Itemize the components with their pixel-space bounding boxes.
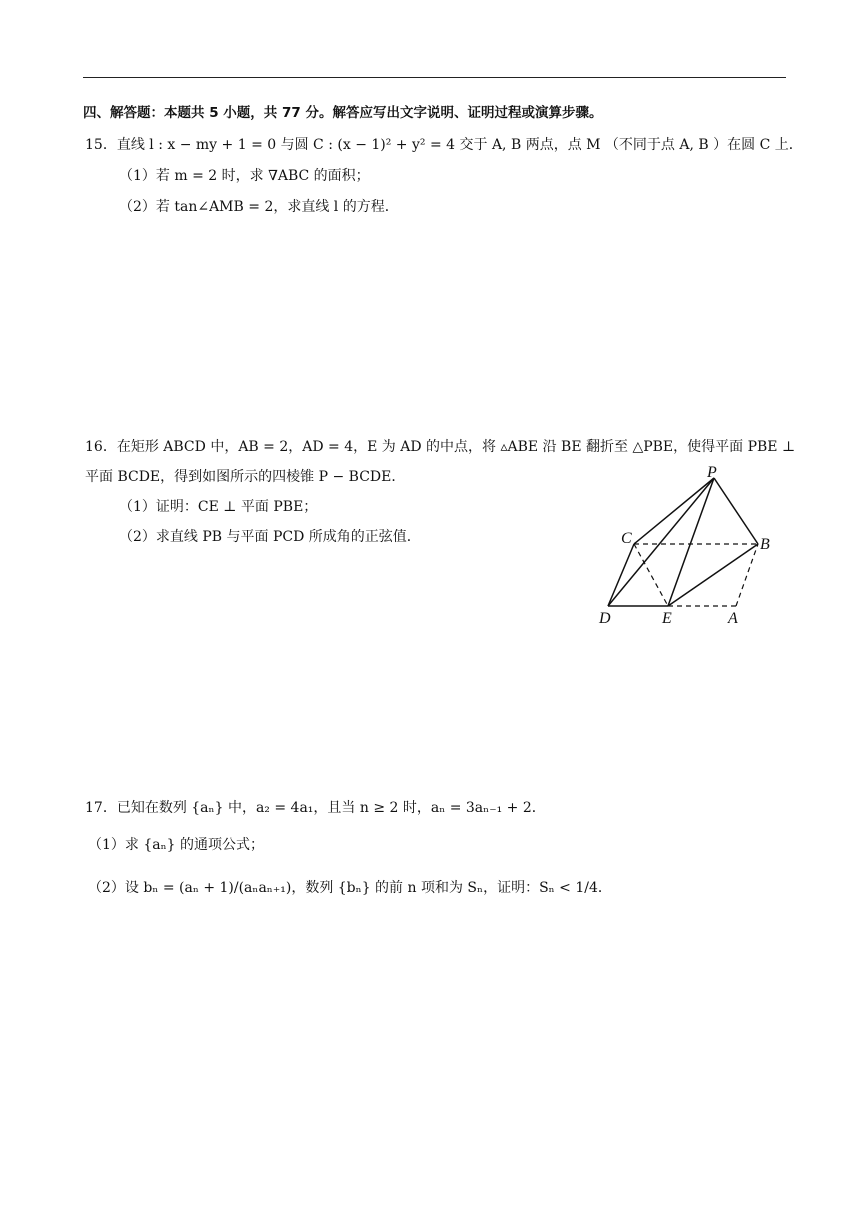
label-C: C (621, 530, 632, 547)
problem-16-statement (85, 437, 795, 457)
problem-16-line-2: 平面 BCDE，得到如图所示的四棱锥 P − BCDE． (85, 469, 406, 485)
problem-16-part-1: （1）证明：CE ⊥ 平面 PBE； (119, 499, 318, 515)
pyramid-diagram (590, 466, 790, 634)
edge-AB-dashed (736, 544, 758, 606)
problem-17-part-1: （1）求 {aₙ} 的通项公式； (88, 837, 265, 853)
pyramid-figure (590, 466, 790, 634)
edge-EB (668, 544, 758, 606)
label-D: D (599, 610, 611, 627)
problem-17-statement (85, 798, 546, 818)
label-E: E (662, 610, 672, 627)
label-B: B (760, 536, 770, 553)
problem-17-line-1: 已知在数列 {aₙ} 中，a₂ = 4a₁，且当 n ≥ 2 时，aₙ = 3aₙ₋₁ + 2． (116, 800, 546, 816)
problem-16-number: 16． (85, 439, 117, 455)
problem-16-line-1: 在矩形 ABCD 中，AB = 2，AD = 4，E 为 AD 的中点，将 ▵ABE 沿 BE 翻折至 △PBE，使得平面 PBE ⊥ (116, 439, 796, 455)
edge-CD (608, 544, 634, 606)
section-heading: 四、解答题：本题共 5 小题，共 77 分。解答应写出文字说明、证明过程或演算步骤。 (83, 105, 603, 121)
problem-15-part-2: （2）若 tan∠AMB = 2，求直线 l 的方程． (119, 199, 399, 215)
problem-17-number: 17． (85, 800, 117, 816)
problem-16-part-2: （2）求直线 PB 与平面 PCD 所成角的正弦值． (119, 529, 421, 545)
edge-PB (714, 478, 758, 544)
problem-15-number: 15． (85, 137, 117, 153)
label-P: P (707, 466, 717, 481)
label-A: A (728, 610, 738, 627)
problem-15-line-1: 直线 l : x − my + 1 = 0 与圆 C : (x − 1)² + y² = 4 交于 A, B 两点，点 M （不同于点 A, B ）在圆 C 上． (116, 137, 803, 153)
top-rule (83, 77, 786, 78)
problem-17-part-2: （2）设 bₙ = (aₙ + 1)/(aₙaₙ₊₁)，数列 {bₙ} 的前 n 项和为 Sₙ，证明：Sₙ < 1/4． (88, 880, 612, 896)
problem-15-part-1: （1）若 m = 2 时，求 ∇ABC 的面积； (119, 168, 370, 184)
problem-15-statement (85, 135, 803, 155)
